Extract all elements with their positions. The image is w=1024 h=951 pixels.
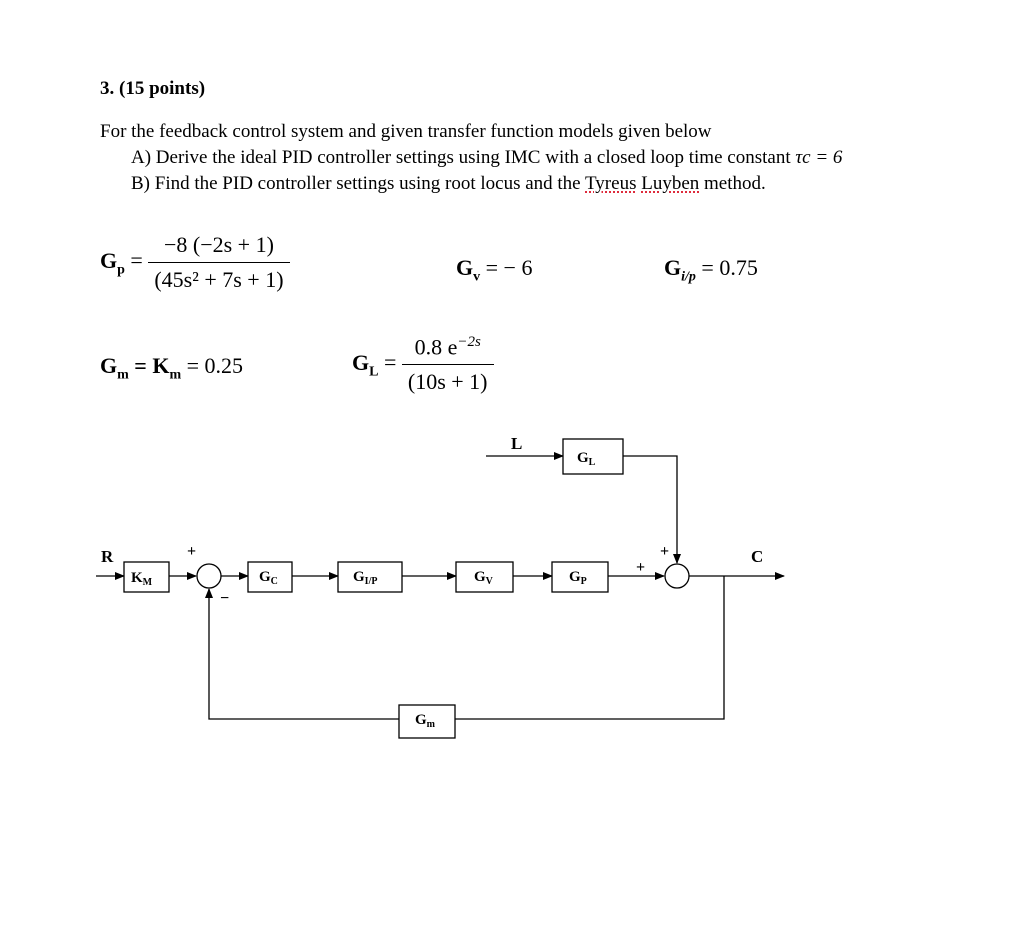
sum1-minus-sign: − [220,590,230,607]
misspelled-word-luyben: Luyben [641,173,700,194]
gp-numerator: −8 (−2s + 1) [163,232,274,257]
misspelled-word-tyreus: Tyreus [585,173,637,194]
label-r: R [101,547,114,566]
gm-equation: $G_m = K_m = 0.25$ [100,353,244,383]
feedback-line-left [209,589,399,719]
tau-expression: τc = 6 [795,147,843,168]
gl-label: $G_L$ [577,450,596,468]
gm-label: $G_m$ [415,712,436,730]
gip-label: $G_{I/P}$ [353,569,378,587]
summing-junction-1 [197,564,221,588]
sum2-plus-left-sign: + [636,559,646,576]
gc-label: $G_C$ [259,569,278,587]
part-a-text: A) Derive the ideal PID controller settings using IMC with a closed loop time constant [131,147,796,168]
feedback-line-right [455,576,724,719]
gv-label: $G_V$ [474,569,493,587]
question-intro: For the feedback control system and given transfer function models given below [100,121,712,142]
gv-equation: $G_v$ = − 6 [456,255,533,285]
sum2-plus-top-sign: + [660,543,670,560]
gl-equation: $G_L$ = $\frac{0.8 e^{-2s}}{(10s + 1)}$ [352,334,494,395]
gp-label: $G_P$ [569,569,587,587]
gl-numerator: 0.8 $e^{-2s}$ [414,334,481,360]
gip-equation: $G_{i/p} = 0.75$ [664,255,758,285]
gp-equation: $G_p$ = $\frac{-8 (-2s + 1)}{\text{(45s² + 7s + 1)}}$ [100,232,290,293]
gl-denominator: (10s + 1) [402,364,494,395]
label-l: L [511,434,523,453]
summing-junction-2 [665,564,689,588]
question-heading: 3. (15 points) [100,78,206,99]
sum1-plus-sign: + [187,543,197,560]
label-c: C [751,547,764,566]
km-label: $K_M$ [131,570,153,588]
part-b-text-end: method. [699,173,766,194]
part-b-text: B) Find the PID controller settings using root locus and the [131,173,586,194]
gp-lhs: $G_p$ [100,247,125,277]
gp-denominator: (45s² + 7s + 1) [148,262,289,293]
